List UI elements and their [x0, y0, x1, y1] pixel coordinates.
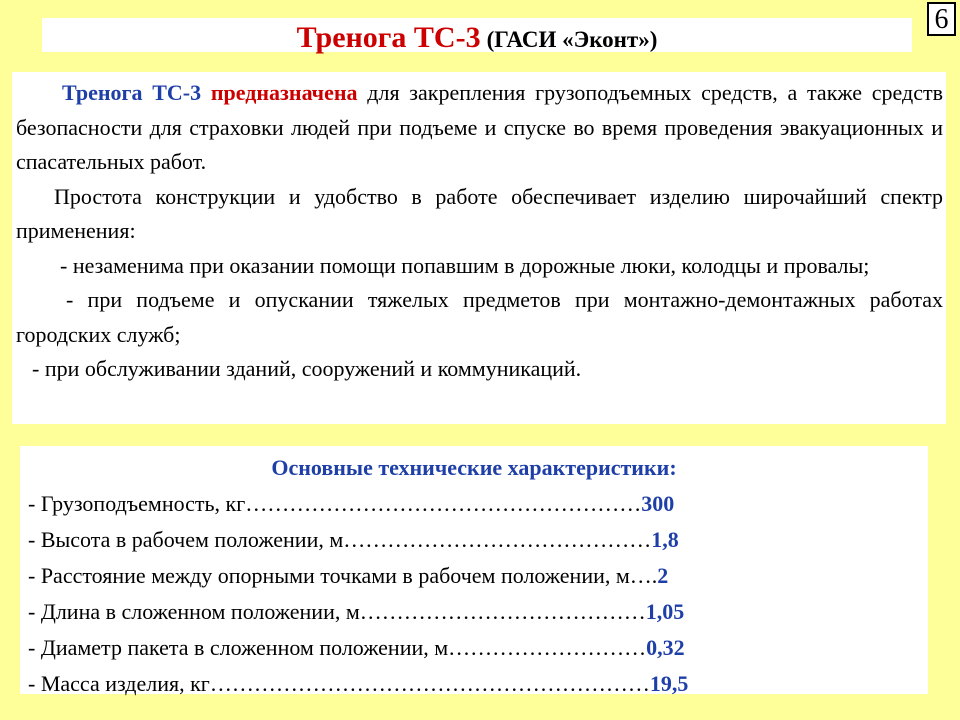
purpose-text: для закрепления грузоподъемных средств, а также средств безопасности для страховки людей при подъеме и спуске во время проведения эвакуационных и спасательных работ. — [16, 80, 943, 174]
spec-row — [28, 558, 928, 594]
application-item-maintenance: - при обслуживании зданий, сооружений и коммуникаций. — [32, 356, 582, 381]
purpose-keyword: предназначена — [210, 80, 358, 105]
application-item-hatches: - незаменима при оказании помощи попавшим в дорожные люки, колодцы и провалы; — [60, 252, 870, 278]
spec-value: 1,05 — [645, 599, 685, 624]
spec-value: 19,5 — [649, 671, 689, 696]
title-subtitle: (ГАСИ «Эконт») — [486, 27, 658, 52]
spec-row — [28, 522, 928, 558]
spec-value: 300 — [641, 491, 675, 516]
spec-row — [28, 486, 928, 522]
description-paragraph-simplicity: Простота конструкции и удобство в работе обеспечивает изделию широчайший спектр применения: — [16, 183, 943, 243]
spec-label: - Длина в сложенном положении, м………………………………… — [28, 599, 646, 624]
spec-label: - Диаметр пакета в сложенном положении, м……………………… — [28, 635, 647, 660]
spec-row — [28, 630, 928, 666]
product-name: Тренога ТС-3 — [62, 80, 202, 105]
application-item-lifting: - при подъеме и опускании тяжелых предметов при монтажно-демонтажных работах городских служб; — [16, 287, 943, 347]
spec-label: - Грузоподъемность, кг……………………………………………… — [28, 491, 642, 516]
title-main: Тренога ТС-3 — [296, 21, 481, 54]
specifications-title: Основные технические характеристики: — [271, 455, 677, 480]
spec-value: 0,32 — [646, 635, 685, 660]
spec-value: 2 — [657, 563, 669, 588]
spec-row — [28, 594, 928, 630]
spec-row — [28, 666, 928, 702]
spec-value: 1,8 — [651, 527, 679, 552]
spec-label: - Высота в рабочем положении, м…………………………………… — [28, 527, 652, 552]
specifications-panel — [20, 446, 928, 694]
description-paragraph-purpose — [16, 76, 943, 180]
page-number: 6 — [927, 2, 956, 36]
description-panel — [12, 72, 946, 424]
spec-label: - Расстояние между опорными точками в рабочем положении, м…. — [28, 563, 658, 588]
slide-title — [42, 18, 912, 52]
spec-label: - Масса изделия, кг…………………………………………………… — [28, 671, 650, 696]
